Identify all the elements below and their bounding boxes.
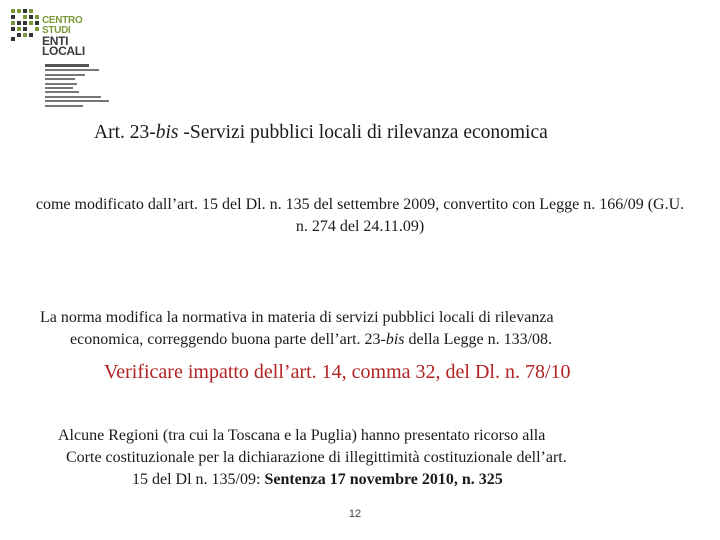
logo-line-studi: STUDI (42, 25, 71, 36)
paragraph-regioni (40, 425, 700, 491)
paragraph-norma-line2 (40, 329, 680, 351)
logo-line-enti: ENTI (42, 34, 69, 48)
paragraph-regioni-line3-a: 15 del Dl n. 135/09: (132, 471, 265, 488)
title-rest: -Servizi pubblici locali di rilevanza economica (178, 122, 548, 143)
paragraph-regioni-line3 (40, 469, 700, 491)
logo-line-locali: LOCALI (42, 44, 85, 58)
title-prefix: Art. 23- (94, 122, 156, 143)
highlight-verificare: Verificare impatto dell’art. 14, comma 32, del Dl. n. 78/10 (104, 361, 571, 383)
centro-studi-enti-locali-logo (8, 6, 118, 110)
page-number: 12 (348, 508, 362, 520)
paragraph-norma (40, 307, 680, 351)
paragraph-norma-line1: La norma modifica la normativa in materia di servizi pubblici locali di rilevanza (40, 309, 554, 326)
logo-line-centro: CENTRO (42, 15, 83, 26)
paragraph-norma-line2-a: economica, correggendo buona parte dell’art. 23- (70, 331, 386, 348)
paragraph-norma-italic-bis: bis (385, 331, 405, 348)
logo-squares-icon (10, 8, 42, 42)
paragraph-regioni-line1: Alcune Regioni (tra cui la Toscana e la Puglia) hanno presentato ricorso alla (58, 427, 546, 444)
slide-title (94, 122, 704, 144)
paragraph-norma-line2-b: della Legge n. 133/08. (404, 331, 553, 348)
logo-wordmark (42, 16, 85, 56)
paragraph-regioni-line2: Corte costituzionale per la dichiarazione di illegittimità costituzionale dell’art. (66, 449, 567, 466)
slide-subtitle: come modificato dall’art. 15 del Dl. n. 135 del settembre 2009, convertito con Legge n. 166/09 (G.U. n. 274 del 24.11.09) (35, 196, 685, 235)
logo-contact-lines (45, 64, 115, 109)
sentenza-reference: Sentenza 17 novembre 2010, n. 325 (264, 471, 503, 488)
title-italic-bis: bis (155, 122, 179, 143)
